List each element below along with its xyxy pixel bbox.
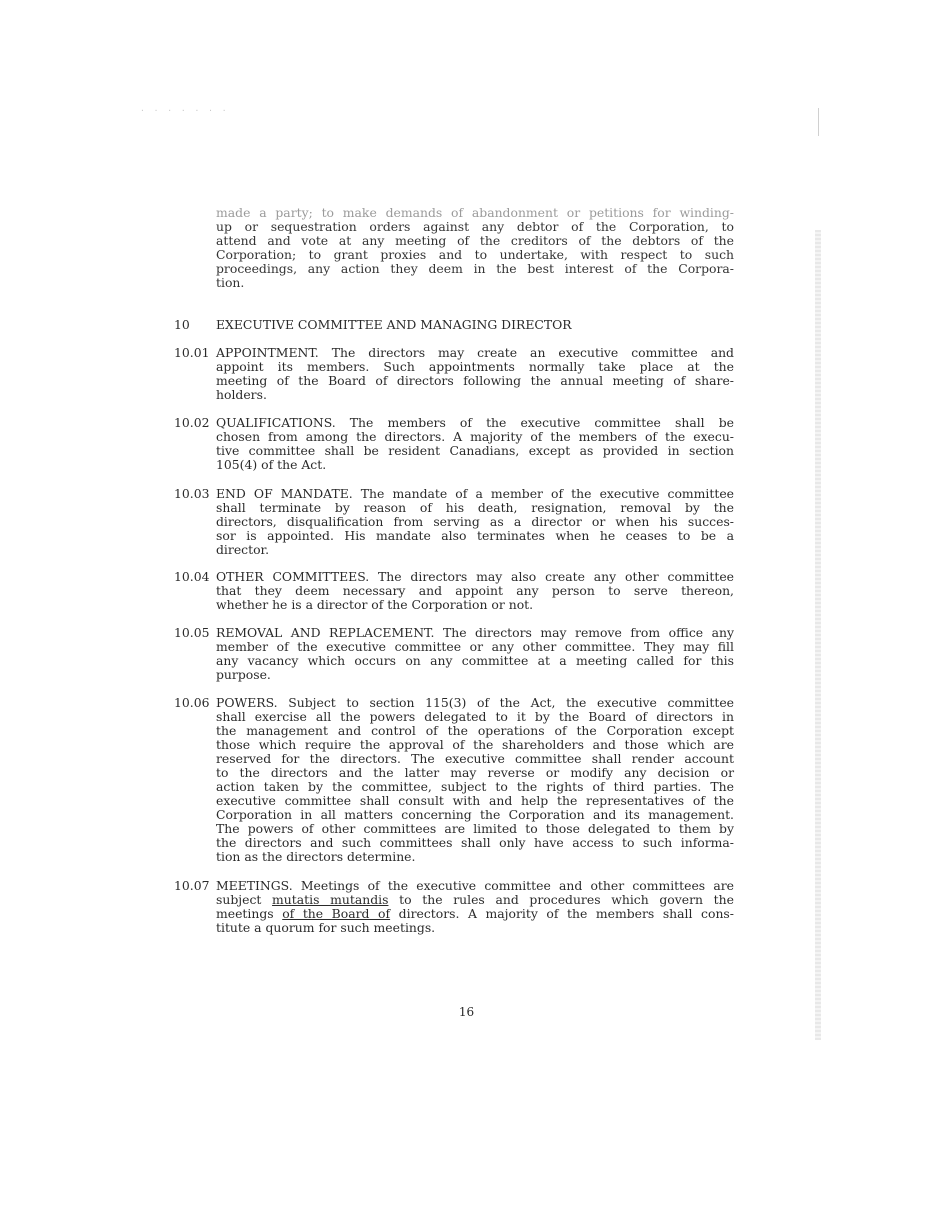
section-title: EXECUTIVE COMMITTEE AND MANAGING DIRECTOR [216, 317, 572, 332]
section-heading [174, 318, 572, 332]
article-number: 10.02 [174, 415, 210, 430]
continuation-line: made a party; to make demands of abandonment or petitions for winding- [216, 205, 734, 220]
article-10-01 [174, 346, 734, 402]
article-line: shall exercise all the powers delegated to it by the Board of directors in [216, 709, 734, 724]
article-line: action taken by the committee, subject to the rights of third parties. The [216, 779, 734, 794]
scan-edge-tick [818, 108, 819, 136]
article-line: meetings of the Board of directors. A majority of the members shall cons- [216, 906, 734, 921]
article-line: holders. [216, 387, 267, 402]
article-line: appoint its members. Such appointments normally take place at the [216, 359, 734, 374]
article-number: 10.07 [174, 878, 210, 893]
article-line: The powers of other committees are limited to those delegated to them by [216, 821, 734, 836]
article-text [216, 346, 734, 402]
article-number: 10.06 [174, 695, 210, 710]
article-10-06 [174, 696, 734, 864]
article-line: chosen from among the directors. A majority of the members of the execu- [216, 429, 734, 444]
article-line: the management and control of the operations of the Corporation except [216, 723, 734, 738]
article-line: QUALIFICATIONS. The members of the executive committee shall be [216, 415, 734, 430]
article-number: 10.01 [174, 345, 210, 360]
article-10-03 [174, 487, 734, 557]
article-line: MEETINGS. Meetings of the executive committee and other committees are [216, 878, 734, 893]
article-number: 10.04 [174, 569, 210, 584]
article-10-02 [174, 416, 734, 472]
article-text [216, 879, 734, 935]
page-number: 16 [458, 1005, 475, 1019]
article-line: APPOINTMENT. The directors may create an executive committee and [216, 345, 734, 360]
article-number: 10.03 [174, 486, 210, 501]
article-line: Corporation in all matters concerning the Corporation and its management. [216, 807, 734, 822]
article-line: shall terminate by reason of his death, resignation, removal by the [216, 500, 734, 515]
article-text [216, 416, 734, 472]
article-line: those which require the approval of the shareholders and those which are [216, 737, 734, 752]
article-line: subject mutatis mutandis to the rules and procedures which govern the [216, 892, 734, 907]
scan-edge-shadow [815, 230, 821, 1040]
article-line: any vacancy which occurs on any committee at a meeting called for this [216, 653, 734, 668]
continuation-line: tion. [216, 275, 245, 290]
article-line: director. [216, 542, 270, 557]
article-text [216, 570, 734, 612]
continuation-line: attend and vote at any meeting of the creditors of the debtors of the [216, 233, 734, 248]
article-line: tive committee shall be resident Canadians, except as provided in section [216, 443, 734, 458]
article-text [216, 487, 734, 557]
article-line: sor is appointed. His mandate also terminates when he ceases to be a [216, 528, 734, 543]
article-line: directors, disqualification from serving as a director or when his succes- [216, 514, 734, 529]
article-line: POWERS. Subject to section 115(3) of the Act, the executive committee [216, 695, 734, 710]
article-line: END OF MANDATE. The mandate of a member of the executive committee [216, 486, 734, 501]
article-10-04 [174, 570, 734, 612]
continuation-line: up or sequestration orders against any debtor of the Corporation, to [216, 219, 734, 234]
article-line: executive committee shall consult with and help the representatives of the [216, 793, 734, 808]
article-line: tion as the directors determine. [216, 849, 416, 864]
underlined-phrase: of the Board of [282, 906, 391, 921]
article-10-05 [174, 626, 734, 682]
section-number: 10 [174, 317, 190, 332]
scan-artifact: . . . . . . . [140, 104, 229, 113]
article-line: meeting of the Board of directors following the annual meeting of share- [216, 373, 734, 388]
continuation-paragraph [216, 206, 734, 290]
article-line: the directors and such committees shall only have access to such informa- [216, 835, 734, 850]
article-line: member of the executive committee or any other committee. They may fill [216, 639, 734, 654]
article-number: 10.05 [174, 625, 210, 640]
underlined-phrase: mutatis mutandis [272, 892, 389, 907]
article-line: 105(4) of the Act. [216, 457, 327, 472]
continuation-line: Corporation; to grant proxies and to undertake, with respect to such [216, 247, 734, 262]
article-10-07 [174, 879, 734, 935]
article-line: reserved for the directors. The executive committee shall render account [216, 751, 734, 766]
article-line: whether he is a director of the Corporation or not. [216, 597, 534, 612]
article-line: that they deem necessary and appoint any person to serve thereon, [216, 583, 734, 598]
article-line: titute a quorum for such meetings. [216, 920, 436, 935]
article-line: REMOVAL AND REPLACEMENT. The directors may remove from office any [216, 625, 734, 640]
article-text [216, 626, 734, 682]
continuation-line: proceedings, any action they deem in the best interest of the Corpora- [216, 261, 734, 276]
article-line: to the directors and the latter may reverse or modify any decision or [216, 765, 734, 780]
article-line: purpose. [216, 667, 271, 682]
article-line: OTHER COMMITTEES. The directors may also create any other committee [216, 569, 734, 584]
article-text [216, 696, 734, 864]
